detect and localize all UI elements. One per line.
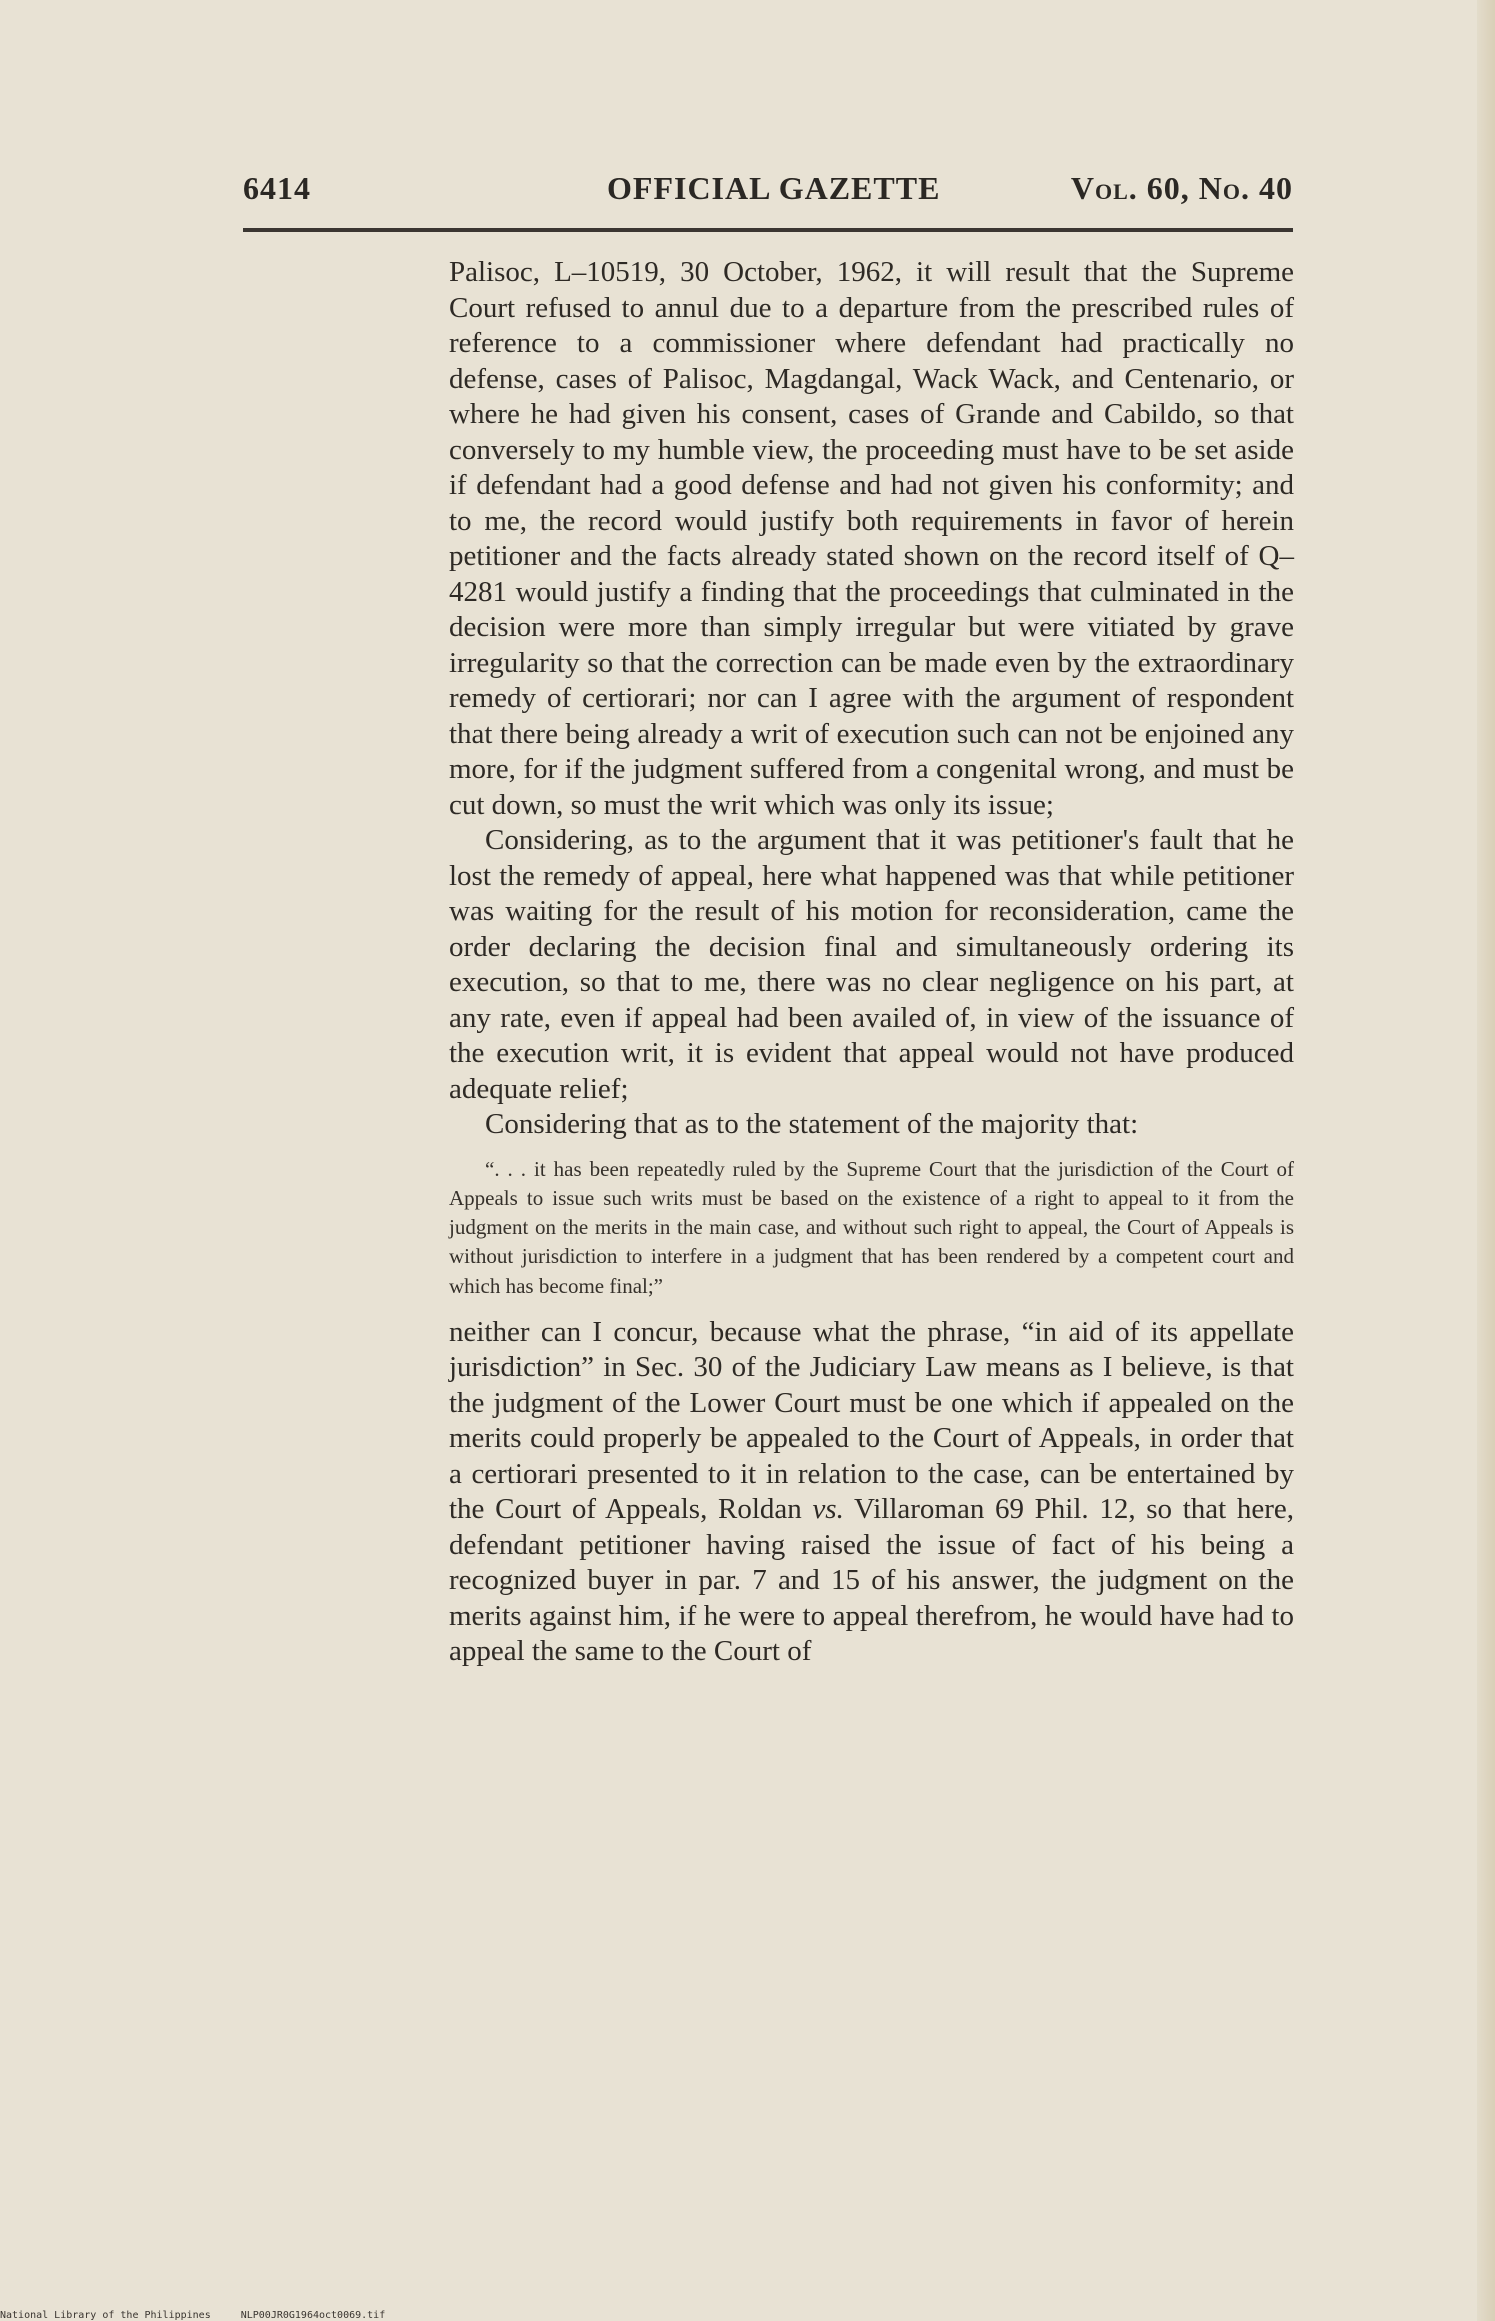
volume-number: Vol. 60, No. 40	[1070, 170, 1293, 206]
paragraph-neither-concur	[449, 1315, 1294, 1670]
block-quote: “. . . it has been repeatedly ruled by the Supreme Court that the jurisdiction of the Court of Appeals to issue such writs must be based on the existence of a right to appeal to it from the judgment on the merits in the main case, and without such right to appeal, the Court of Appeals is without jurisdiction to interfere in a judgment that has been rendered by a competent court and which has become final;”	[449, 1156, 1294, 1298]
paragraph-continued: Palisoc, L–10519, 30 October, 1962, it will result that the Supreme Court refused to annul due to a departure from the prescribed rules of reference to a commissioner where defendant had practically no defense, cases of Palisoc, Magdangal, Wack Wack, and Centenario, or where he had given his consent, cases of Grande and Cabildo, so that conversely to my humble view, the proceeding must have to be set aside if defendant had a good defense and had not given his conformity; and to me, the record would justify both requirements in favor of herein petitioner and the facts already stated shown on the record itself of Q–4281 would justify a finding that the proceedings that culminated in the decision were more than simply irregular but were vitiated by grave irregularity so that the correction can be made even by the extraordinary remedy of certiorari; nor can I agree with the argument of respondent that there being already a writ of execution such can not be enjoined any more, for if the judgment suffered from a congenital wrong, and must be cut down, so must the writ which was only its issue;	[449, 256, 1294, 821]
page-edge	[1477, 0, 1495, 2321]
paragraph-text-b: Villaroman 69 Phil. 12, so that here, defendant petitioner having raised the issue of fact of his being a recognized buyer in par. 7 and 15 of his answer, the judgment on the merits against him, if he were to appeal therefrom, he would have had to appeal the same to the Court of	[449, 1493, 1294, 1668]
paragraph-text-a: neither can I concur, because what the phrase, “in aid of its appellate jurisdiction” in Sec. 30 of the Judiciary Law means as I believe, is that the judgment of the Lower Court must be one which if appealed on the merits could properly be appealed to the Court of Appeals, in order that a certiorari presented to it in relation to the case, can be entertained by the Court of Appeals, Roldan	[449, 1315, 1294, 1526]
file-name: NLP00JR0G1964oct0069.tif	[240, 2310, 386, 2321]
paragraph-considering-appeal: Considering, as to the argument that it was petitioner's fault that he lost the remedy of appeal, here what happened was that while petitioner was waiting for the result of his motion for reconsideration, came the order declaring the decision final and simultaneously ordering its execution, so that to me, there was no clear negligence on his part, at any rate, even if appeal had been availed of, in view of the issuance of the execution writ, it is evident that appeal would not have produced adequate relief;	[449, 824, 1294, 1105]
running-header	[243, 170, 1293, 220]
page-number: 6414	[243, 170, 311, 206]
opinion-text	[449, 255, 1294, 1670]
italic-versus: vs.	[812, 1493, 844, 1526]
paragraph-considering-majority: Considering that as to the statement of the majority that:	[485, 1108, 1139, 1140]
publication-title: OFFICIAL GAZETTE	[607, 170, 941, 206]
library-credit: National Library of the Philippines	[0, 2310, 211, 2321]
scan-footer	[0, 2310, 415, 2321]
header-rule	[243, 228, 1293, 232]
